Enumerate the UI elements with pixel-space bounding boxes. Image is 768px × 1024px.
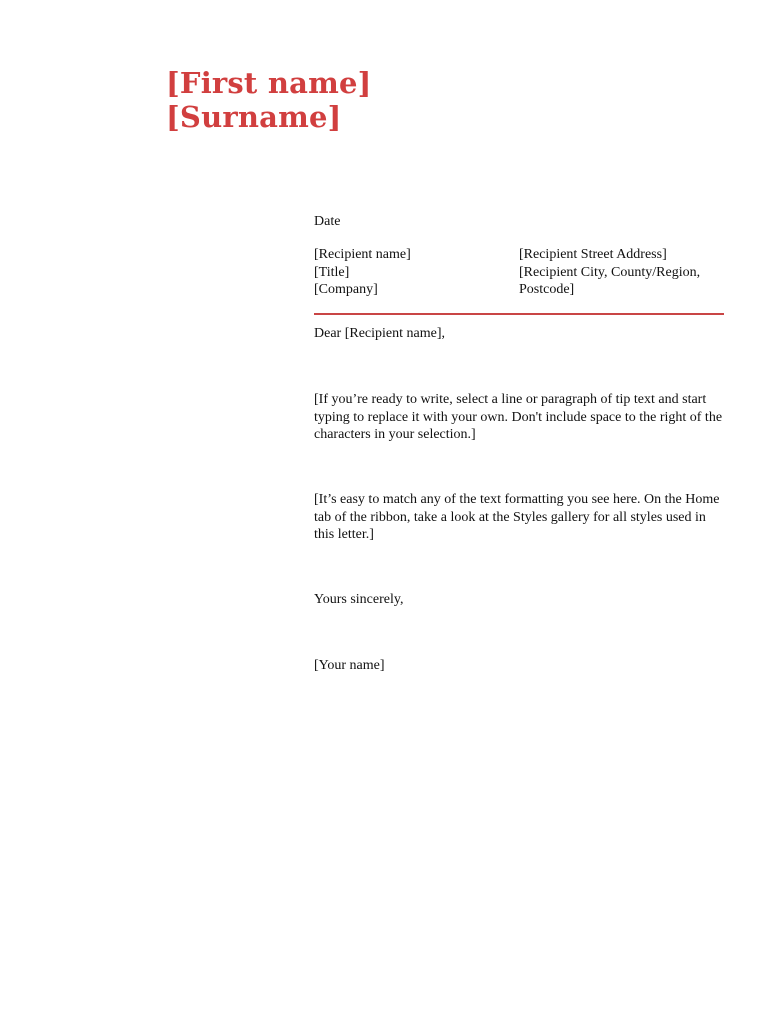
recipient-address xyxy=(519,246,729,299)
recipient-title[interactable]: [Title] xyxy=(314,264,350,280)
signature-name[interactable]: [Your name] xyxy=(314,658,385,673)
recipient-city[interactable]: [Recipient City, County/Region, xyxy=(519,264,701,280)
body-paragraph[interactable]: [It’s easy to match any of the text formatting you see here. On the Home tab of the ribbon, take a look at the Styles gallery for all styles used in this letter.] xyxy=(314,492,720,542)
recipient-street[interactable]: [Recipient Street Address] xyxy=(519,247,667,262)
recipient-name[interactable]: [Recipient name] xyxy=(314,247,411,262)
letter-header-block xyxy=(314,213,724,312)
sender-first-name[interactable]: [First name] xyxy=(166,66,372,100)
closing[interactable]: Yours sincerely, xyxy=(314,592,404,607)
letter-date[interactable]: Date xyxy=(314,214,341,229)
header-divider xyxy=(314,313,724,315)
recipient-company[interactable]: [Company] xyxy=(314,282,378,297)
recipient-details xyxy=(314,246,514,299)
address-block xyxy=(314,246,724,312)
sender-surname[interactable]: [Surname] xyxy=(166,100,342,134)
sender-name-heading xyxy=(166,66,372,134)
recipient-postcode[interactable]: Postcode] xyxy=(519,282,575,297)
body-paragraph[interactable]: [If you’re ready to write, select a line or paragraph of tip text and start typing to replace it with your own. Don't include space to the right of the characters in your selection.] xyxy=(314,392,723,442)
salutation[interactable]: Dear [Recipient name], xyxy=(314,326,445,341)
